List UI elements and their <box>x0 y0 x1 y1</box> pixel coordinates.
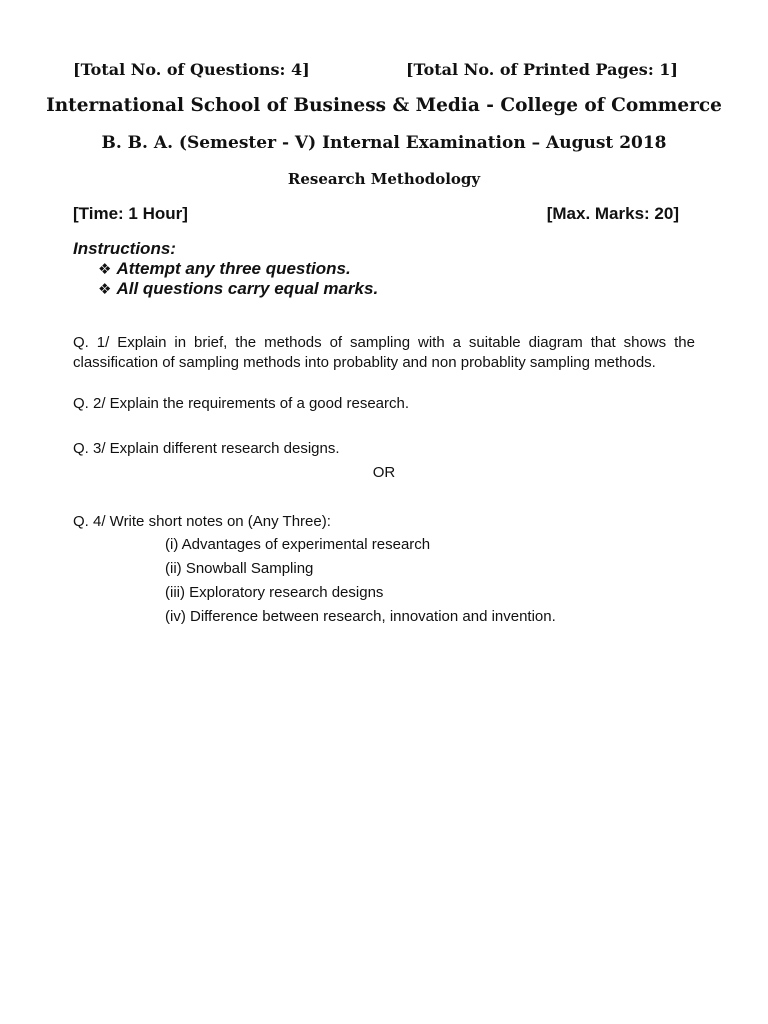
diamond-bullet-icon: ❖ <box>98 281 112 298</box>
total-questions: [Total No. of Questions: 4] <box>73 60 310 79</box>
question-3: Q. 3/ Explain different research designs. <box>73 440 340 457</box>
question-1: Q. 1/ Explain in brief, the methods of sampling with a suitable diagram that shows the classification of sampling methods into probablity and non probablity sampling methods. <box>73 334 695 371</box>
institution-name: International School of Business & Media - College of Commerce <box>46 95 722 116</box>
instruction-item <box>98 279 378 299</box>
exam-time: [Time: 1 Hour] <box>73 204 188 223</box>
instruction-text: All questions carry equal marks. <box>116 279 379 298</box>
question-4-item: (iv) Difference between research, innovation and invention. <box>165 608 556 625</box>
question-4-item: (iii) Exploratory research designs <box>165 584 384 601</box>
instructions-title: Instructions: <box>73 239 176 258</box>
subject-title: Research Methodology <box>287 170 481 188</box>
max-marks: [Max. Marks: 20] <box>546 204 679 223</box>
total-printed-pages: [Total No. of Printed Pages: 1] <box>405 60 678 79</box>
question-4: Q. 4/ Write short notes on (Any Three): <box>73 513 331 530</box>
instruction-text: Attempt any three questions. <box>116 259 351 278</box>
question-4-item: (i) Advantages of experimental research <box>165 536 431 553</box>
question-4-item: (ii) Snowball Sampling <box>165 560 314 577</box>
question-2: Q. 2/ Explain the requirements of a good research. <box>73 395 410 412</box>
instruction-item <box>98 259 351 279</box>
exam-title: B. B. A. (Semester - V) Internal Examination – August 2018 <box>101 133 667 153</box>
or-separator: OR <box>372 464 396 481</box>
diamond-bullet-icon: ❖ <box>98 261 112 278</box>
